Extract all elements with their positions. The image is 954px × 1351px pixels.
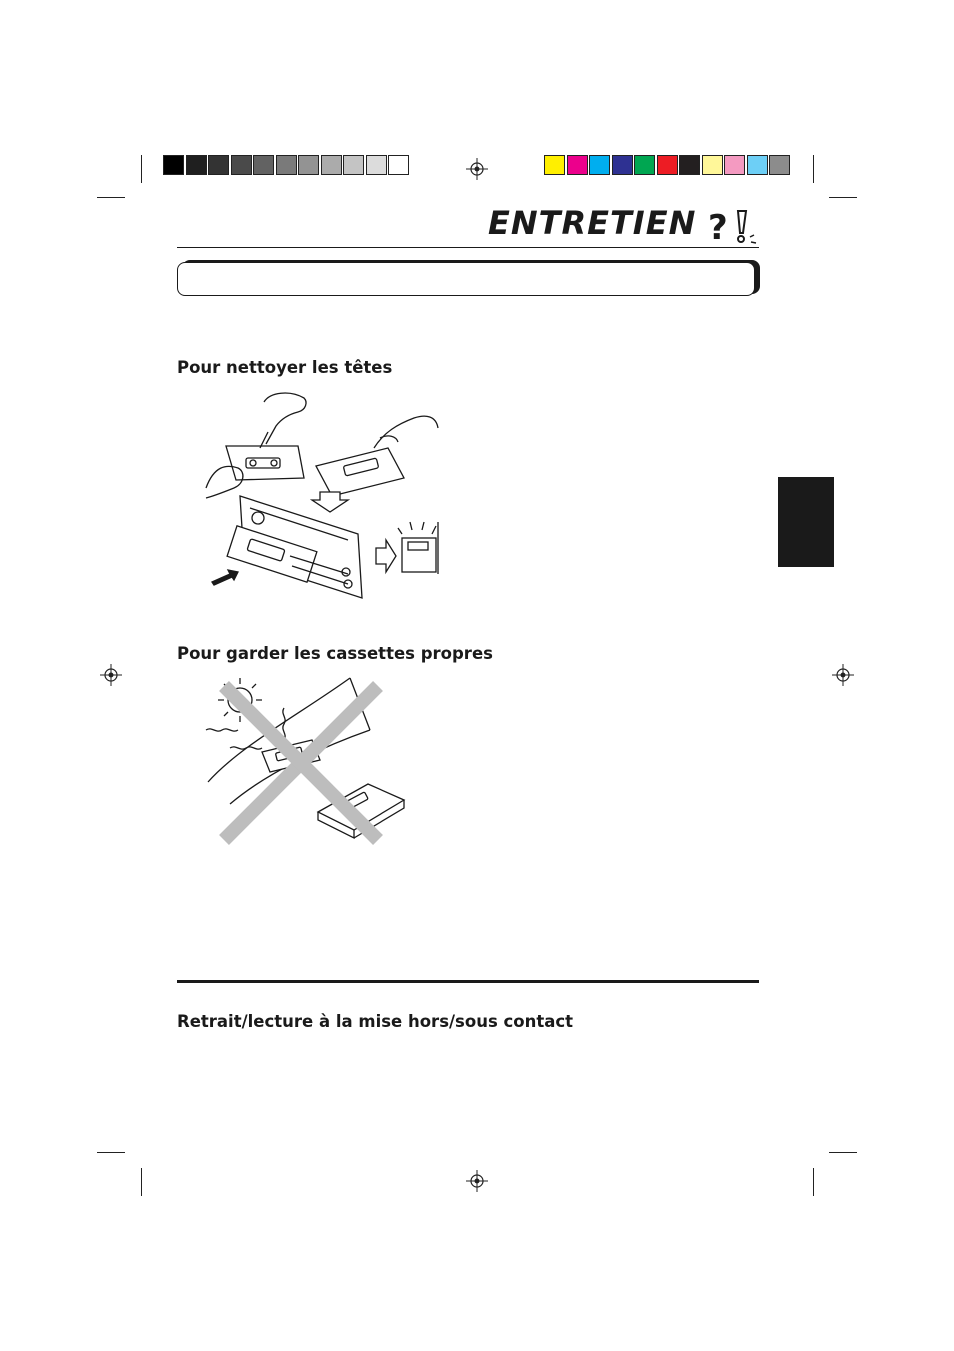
- calibration-swatch: [163, 155, 184, 175]
- calibration-swatch: [298, 155, 319, 175]
- crop-mark: [141, 155, 142, 183]
- calibration-swatch: [366, 155, 387, 175]
- registration-mark-icon: [466, 1170, 488, 1192]
- calibration-swatch: [544, 155, 565, 175]
- calibration-swatch: [186, 155, 207, 175]
- calibration-swatch: [634, 155, 655, 175]
- section-header-box: [177, 262, 755, 296]
- calibration-swatch: [567, 155, 588, 175]
- crop-mark: [829, 1152, 857, 1153]
- prohibition-cross-icon: [216, 678, 386, 848]
- calibration-swatch: [679, 155, 700, 175]
- crop-mark: [813, 155, 814, 183]
- calibration-swatch: [769, 155, 790, 175]
- cassette-head-cleaning-illustration: [198, 388, 443, 603]
- section-divider: [177, 980, 759, 983]
- calibration-swatch: [253, 155, 274, 175]
- registration-mark-icon: [466, 158, 488, 180]
- calibration-swatch: [276, 155, 297, 175]
- calibration-swatch: [208, 155, 229, 175]
- crop-mark: [813, 1168, 814, 1196]
- crop-mark: [829, 197, 857, 198]
- calibration-swatch: [747, 155, 768, 175]
- heading-ignition-eject-play: Retrait/lecture à la mise hors/sous contact: [177, 1012, 574, 1031]
- crop-mark: [97, 1152, 125, 1153]
- calibration-swatch: [589, 155, 610, 175]
- question-exclamation-icon: [708, 207, 760, 245]
- calibration-swatch: [388, 155, 409, 175]
- registration-mark-icon: [100, 664, 122, 686]
- heading-keep-cassettes-clean: Pour garder les cassettes propres: [177, 644, 493, 663]
- calibration-swatch: [231, 155, 252, 175]
- heading-clean-heads: Pour nettoyer les têtes: [177, 358, 393, 377]
- crop-mark: [97, 197, 125, 198]
- calibration-swatch: [343, 155, 364, 175]
- svg-text:?: ?: [708, 208, 728, 245]
- calibration-swatch: [321, 155, 342, 175]
- calibration-swatch: [612, 155, 633, 175]
- calibration-swatch: [702, 155, 723, 175]
- registration-mark-icon: [832, 664, 854, 686]
- crop-mark: [141, 1168, 142, 1196]
- calibration-swatch: [724, 155, 745, 175]
- title-rule: [177, 247, 759, 248]
- language-tab: [778, 477, 834, 567]
- calibration-swatch: [657, 155, 678, 175]
- page-title: ENTRETIEN: [488, 204, 697, 242]
